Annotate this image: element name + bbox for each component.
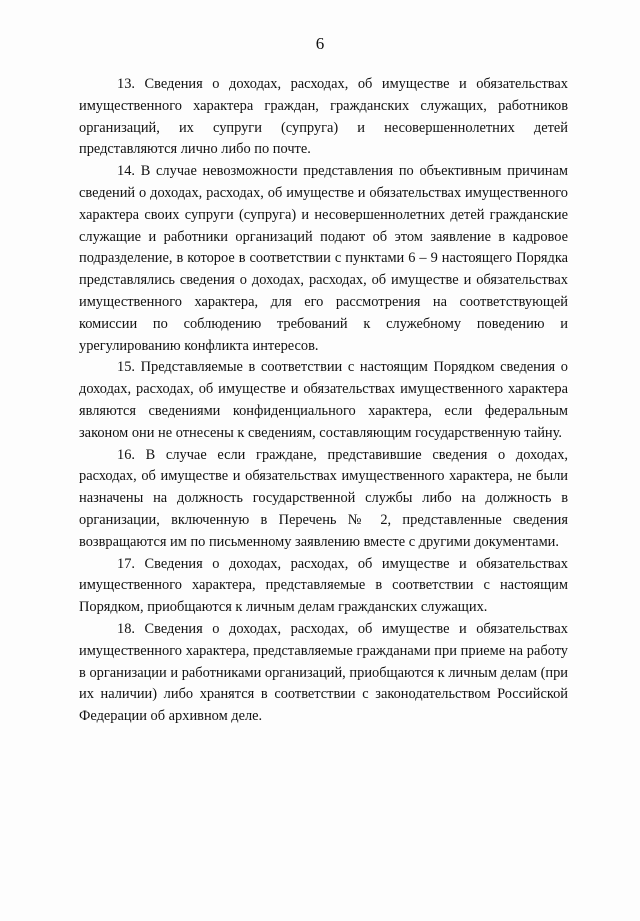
page-number: 6 [315, 34, 325, 53]
paragraph-16: 16. В случае если граждане, представившие сведения о доходах, расходах, об имуществе и обязательствах имущественного характера, не были назначены на должность государственной службы либо на должность в организации, включенную в Перечень № 2, представленные сведения возвращаются им по письменному заявлению вместе с другими документами. [79, 446, 568, 550]
document-body [79, 74, 568, 728]
paragraph-17: 17. Сведения о доходах, расходах, об имуществе и обязательствах имущественного характера, представляемые в соответствии с настоящим Порядком, приобщаются к личным делам гражданских служащих. [79, 555, 568, 616]
paragraph-18: 18. Сведения о доходах, расходах, об имуществе и обязательствах имущественного характера, представляемые гражданами при приеме на работу в организации и работниками организаций, приобщаются к личным делам (при их наличии) либо хранятся в соответствии с законодательством Российской Федерации об архивном деле. [79, 620, 568, 725]
paragraph-13: 13. Сведения о доходах, расходах, об имуществе и обязательствах имущественного характера граждан, гражданских служащих, работников организаций, их супруги (супруга) и несовершеннолетних детей представляются лично либо по почте. [79, 76, 568, 158]
paragraph-15: 15. Представляемые в соответствии с настоящим Порядком сведения о доходах, расходах, об имуществе и обязательствах имущественного характера являются сведениями конфиденциального характера, если федеральным законом они не отнесены к сведениям, составляющим государственную тайну. [79, 359, 568, 441]
paragraph-14: 14. В случае невозможности представления по объективным причинам сведений о доходах, расходах, об имуществе и обязательствах имущественного характера своих супруги (супруга) и несовершеннолетних детей гражданские служащие и работники организаций подают об этом заявление в кадровое подразделение, в которое в соответствии с пунктами 6 – 9 настоящего Порядка представлялись сведения о доходах, расходах, об имуществе и обязательствах имущественного характера, для его рассмотрения на соответствующей комиссии по соблюдению требований к служебному поведению и урегулированию конфликта интересов. [79, 163, 568, 354]
